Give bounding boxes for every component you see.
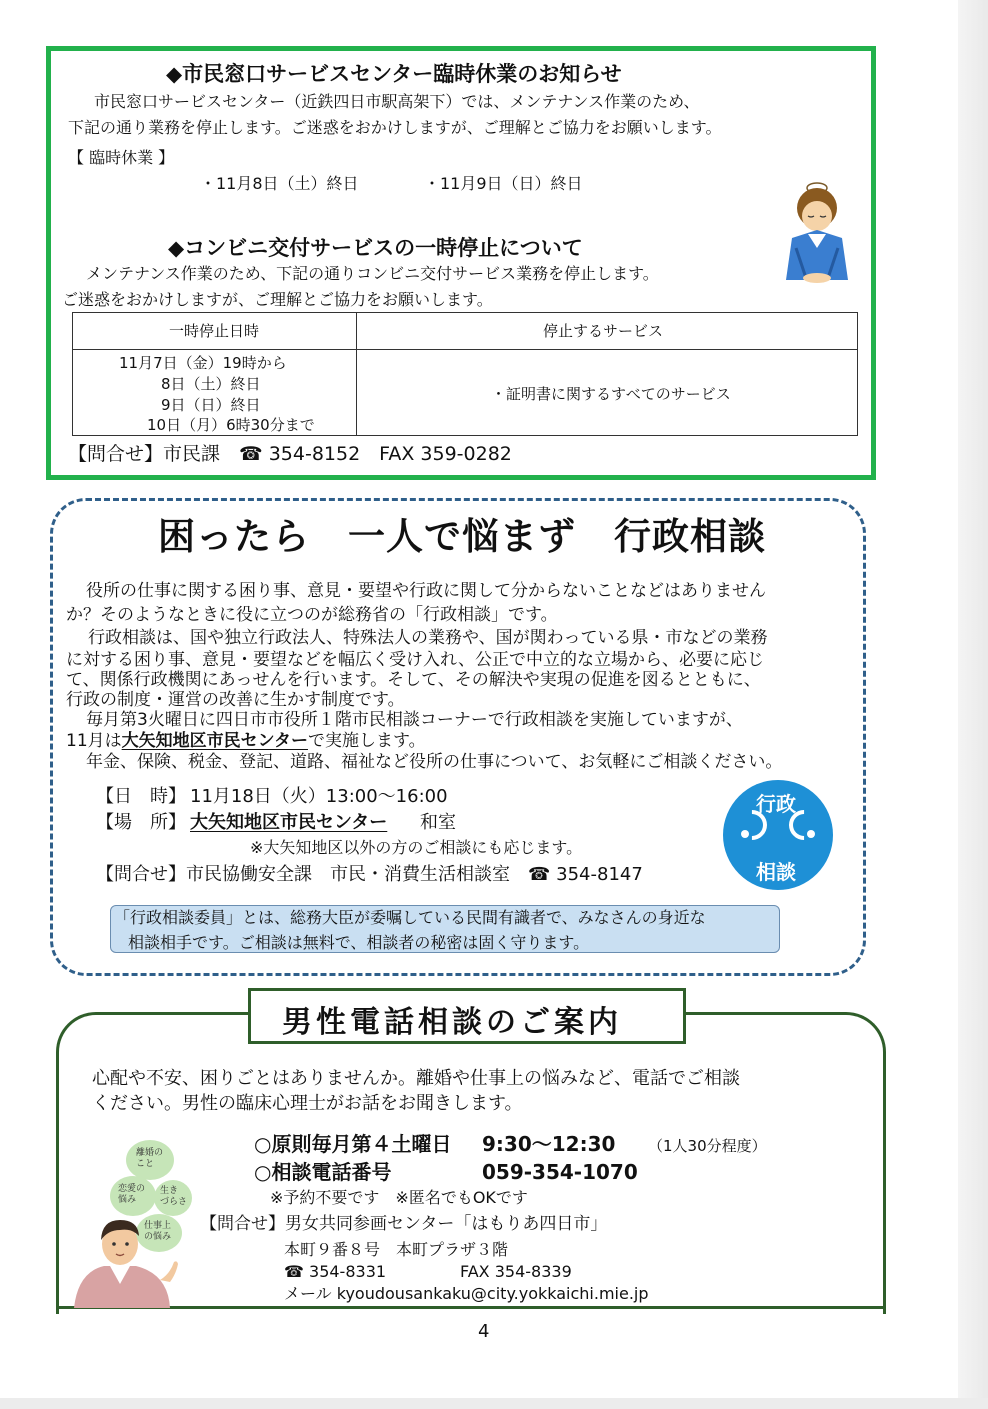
closure-text-line2: 下記の通り業務を停止します。ご迷惑をおかけしますが、ご理解とご協力をお願いします。 [68, 118, 722, 137]
november-venue-prefix: 11月は [66, 731, 122, 751]
place-room: 和室 [420, 812, 456, 833]
convenience-store-service-title: ◆コンビニ交付サービスの一時停止について [168, 236, 583, 260]
closure-label: 【 臨時休業 】 [68, 148, 175, 167]
bubble-label: 離婚の こと [136, 1148, 164, 1169]
table-date-row: 10日（月）6時30分まで [147, 416, 315, 434]
center-tel: ☎ 354-8331 [284, 1262, 387, 1281]
table-service-value: ・証明書に関するすべてのサービス [491, 385, 731, 403]
table-header-service: 停止するサービス [543, 322, 664, 340]
date-value: 11月18日（火）13:00～16:00 [190, 786, 448, 807]
consultation-logo-badge [723, 780, 833, 890]
note-line-2: 相談相手です。ご相談は無料で、相談者の秘密は固く守ります。 [128, 933, 590, 952]
center-fax: FAX 354-8339 [460, 1262, 572, 1281]
consultation-text-line: 役所の仕事に関する困り事、意見・要望や行政に関して分からないことなどはありません [86, 581, 766, 601]
logo-dot-right-icon [807, 830, 815, 838]
page-number: 4 [478, 1321, 490, 1342]
bubble-label: 生き づらさ [160, 1186, 188, 1207]
citizen-division-contact: 【問合せ】市民課 ☎ 354-8152 FAX 359-0282 [68, 443, 512, 465]
administrative-consultation-title: 困ったら 一人で悩まず 行政相談 [158, 515, 766, 558]
convenience-text-line2: ご迷惑をおかけしますが、ご理解とご協力をお願いします。 [62, 290, 493, 309]
consultation-text-line: 行政相談は、国や独立行政法人、特殊法人の業務や、国が関わっている県・市などの業務 [88, 628, 768, 648]
november-venue-place: 大矢知地区市民センター [121, 731, 308, 751]
place-value [190, 813, 387, 833]
mens-consultation-title: 男性電話相談のご案内 [282, 1005, 622, 1040]
schedule-label: ○原則毎月第４土曜日 [254, 1132, 452, 1156]
page-edge-bottom [0, 1398, 988, 1409]
center-contact: 【問合せ】男女共同参画センター「はもりあ四日市」 [200, 1214, 608, 1234]
closure-date-2: ・11月9日（日）終日 [424, 174, 583, 193]
schedule-note: （1人30分程度） [648, 1137, 767, 1155]
place-label: 【場 所】 [96, 812, 186, 833]
date-label: 【日 時】 [96, 786, 186, 807]
intro-line-2: ください。男性の臨床心理士がお話をお聞きします。 [92, 1093, 523, 1114]
table-date-row: 11月7日（金）19時から [119, 354, 287, 372]
page-edge-right [958, 0, 988, 1409]
center-email: メール kyoudousankaku@city.yokkaichi.mie.jp [284, 1284, 649, 1303]
place-name: 大矢知地区市民センター [190, 812, 388, 833]
suspension-table [72, 312, 858, 436]
place-note: ※大矢知地区以外の方のご相談にも応じます。 [250, 838, 583, 857]
bubble-label: 恋愛の 悩み [118, 1184, 146, 1205]
table-header-datetime: 一時停止日時 [169, 322, 260, 340]
convenience-text-line1: メンテナンス作業のため、下記の通りコンビニ交付サービス業務を停止します。 [86, 264, 659, 283]
reservation-note: ※予約不要です ※匿名でもOKです [270, 1188, 528, 1207]
consultation-text-line: て、関係行政機関にあっせんを行います。そして、その解決や実現の促進を図るとともに、 [66, 670, 761, 690]
intro-line-1: 心配や不安、困りごとはありませんか。離婚や仕事上の悩みなど、電話でご相談 [92, 1068, 740, 1089]
schedule-time: 9:30～12:30 [482, 1132, 616, 1156]
table-divider-vertical [356, 313, 357, 435]
consultation-text-line: に対する困り事、意見・要望などを幅広く受け入れ、公正で中立的な立場から、必要に応じ [66, 650, 765, 670]
service-center-closure-title: ◆市民窓口サービスセンター臨時休業のお知らせ [166, 62, 622, 86]
badge-text-top: 行政 [756, 792, 796, 816]
consultation-text-line: 年金、保険、税金、登記、道路、福祉など役所の仕事について、お気軽にご相談ください。 [86, 752, 783, 772]
closure-text-line1: 市民窓口サービスセンター（近鉄四日市駅高架下）では、メンテナンス作業のため、 [94, 92, 700, 111]
phone-label: ○相談電話番号 [254, 1160, 392, 1184]
closure-date-1: ・11月8日（土）終日 [200, 174, 359, 193]
logo-dot-left-icon [741, 830, 749, 838]
note-line-1: 「行政相談委員」とは、総務大臣が委嘱している民間有識者で、みなさんの身近な [114, 908, 706, 927]
badge-text-bottom: 相談 [756, 860, 796, 884]
consultation-phone-number: 059-354-1070 [482, 1160, 638, 1184]
worry-bubble [110, 1176, 156, 1216]
consultation-text-line: 毎月第3火曜日に四日市市役所１階市民相談コーナーで行政相談を実施していますが、 [86, 710, 743, 730]
consultation-text-line: か？そのようなときに役に立つのが総務省の「行政相談」です。 [66, 605, 558, 625]
table-divider-horizontal [73, 349, 857, 350]
worry-bubble [154, 1180, 192, 1216]
bubble-label: 仕事上 の悩み [144, 1221, 172, 1242]
consultation-text-line: 行政の制度・運営の改善に生かす制度です。 [66, 690, 405, 710]
table-date-row: 8日（土）終日 [161, 375, 261, 393]
bowing-staff-illustration [780, 178, 854, 290]
november-venue-line [66, 731, 426, 751]
consultation-contact: 【問合せ】市民協働安全課 市民・消費生活相談室 ☎ 354-8147 [96, 864, 643, 885]
table-date-row: 9日（日）終日 [161, 396, 261, 414]
november-venue-suffix: で実施します。 [307, 731, 426, 751]
worry-bubble [126, 1140, 174, 1180]
center-address: 本町９番８号 本町プラザ３階 [284, 1240, 509, 1259]
man-illustration [74, 1214, 194, 1308]
